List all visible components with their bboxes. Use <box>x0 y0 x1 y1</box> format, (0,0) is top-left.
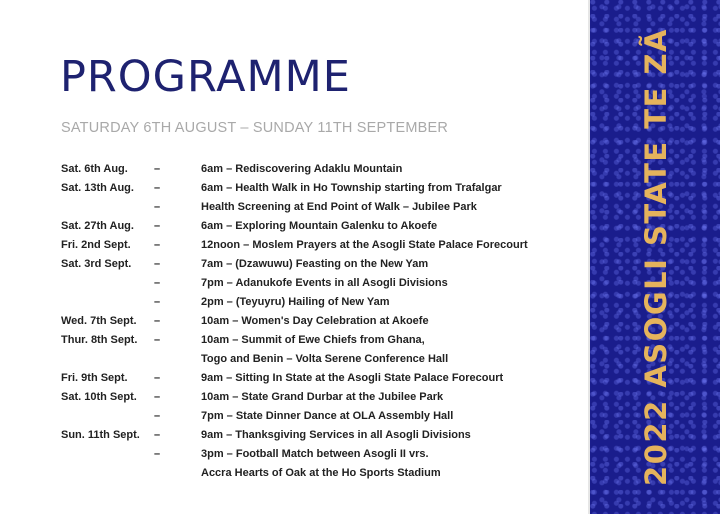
schedule-dash: – <box>154 239 161 251</box>
schedule-date: Fri. 2nd Sept. <box>61 239 131 251</box>
schedule-event: Togo and Benin – Volta Serene Conference Hall <box>201 353 449 365</box>
schedule-event: 7am – (Dzawuwu) Feasting on the New Yam <box>201 258 429 270</box>
schedule-dash: – <box>154 429 161 441</box>
schedule-row <box>61 274 586 293</box>
schedule-row <box>61 388 586 407</box>
schedule-row <box>61 255 586 274</box>
schedule-event: Health Screening at End Point of Walk – Jubilee Park <box>201 201 477 213</box>
schedule-row <box>61 426 586 445</box>
schedule-date: Sat. 27th Aug. <box>61 220 134 232</box>
schedule-event: 7pm – State Dinner Dance at OLA Assembly Hall <box>201 410 454 422</box>
schedule-row <box>61 217 586 236</box>
schedule-dash: – <box>154 315 161 327</box>
schedule-row <box>61 445 586 464</box>
schedule-date: Wed. 7th Sept. <box>61 315 137 327</box>
schedule-dash: – <box>154 277 161 289</box>
schedule-dash: – <box>154 334 161 346</box>
schedule-dash: – <box>154 410 161 422</box>
schedule-row <box>61 312 586 331</box>
schedule-dash: – <box>154 163 161 175</box>
schedule-dash: – <box>154 391 161 403</box>
schedule-event: 7pm – Adanukofe Events in all Asogli Divisions <box>201 277 448 289</box>
schedule-event: 10am – State Grand Durbar at the Jubilee Park <box>201 391 444 403</box>
schedule-list <box>61 160 586 483</box>
schedule-dash: – <box>154 372 161 384</box>
date-range-subtitle: SATURDAY 6TH AUGUST – SUNDAY 11TH SEPTEMBER <box>61 120 449 136</box>
schedule-event: 9am – Thanksgiving Services in all Asogli Divisions <box>201 429 471 441</box>
schedule-row <box>61 369 586 388</box>
schedule-dash: – <box>154 296 161 308</box>
schedule-event: 3pm – Football Match between Asogli II vrs. <box>201 448 429 460</box>
schedule-dash: – <box>154 220 161 232</box>
schedule-dash: – <box>154 448 161 460</box>
schedule-event: 6am – Health Walk in Ho Township starting from Trafalgar <box>201 182 502 194</box>
schedule-event: 6am – Exploring Mountain Galenku to Akoefe <box>201 220 438 232</box>
schedule-date: Sat. 3rd Sept. <box>61 258 132 270</box>
schedule-row <box>61 236 586 255</box>
schedule-event: 10am – Summit of Ewe Chiefs from Ghana, <box>201 334 425 346</box>
schedule-date: Sun. 11th Sept. <box>61 429 140 441</box>
schedule-row <box>61 407 586 426</box>
schedule-event: Accra Hearts of Oak at the Ho Sports Stadium <box>201 467 441 479</box>
schedule-event: 9am – Sitting In State at the Asogli State Palace Forecourt <box>201 372 504 384</box>
schedule-event: 12noon – Moslem Prayers at the Asogli State Palace Forecourt <box>201 239 528 251</box>
schedule-row <box>61 331 586 350</box>
schedule-date: Sat. 6th Aug. <box>61 163 128 175</box>
schedule-dash: – <box>154 258 161 270</box>
page-title: PROGRAMME <box>60 52 351 102</box>
schedule-row <box>61 179 586 198</box>
schedule-event: 10am – Women's Day Celebration at Akoefe <box>201 315 429 327</box>
schedule-date: Fri. 9th Sept. <box>61 372 128 384</box>
schedule-date: Sat. 13th Aug. <box>61 182 134 194</box>
schedule-row <box>61 293 586 312</box>
schedule-row <box>61 198 586 217</box>
schedule-row <box>61 464 586 483</box>
schedule-dash: – <box>154 201 161 213</box>
schedule-event: 6am – Rediscovering Adaklu Mountain <box>201 163 403 175</box>
event-title-vertical: 2022 ASOGLI STATE TE ZÃ <box>639 28 673 486</box>
schedule-event: 2pm – (Teyuyru) Hailing of New Yam <box>201 296 390 308</box>
schedule-date: Thur. 8th Sept. <box>61 334 138 346</box>
schedule-date: Sat. 10th Sept. <box>61 391 137 403</box>
schedule-row <box>61 350 586 369</box>
schedule-dash: – <box>154 182 161 194</box>
schedule-row <box>61 160 586 179</box>
